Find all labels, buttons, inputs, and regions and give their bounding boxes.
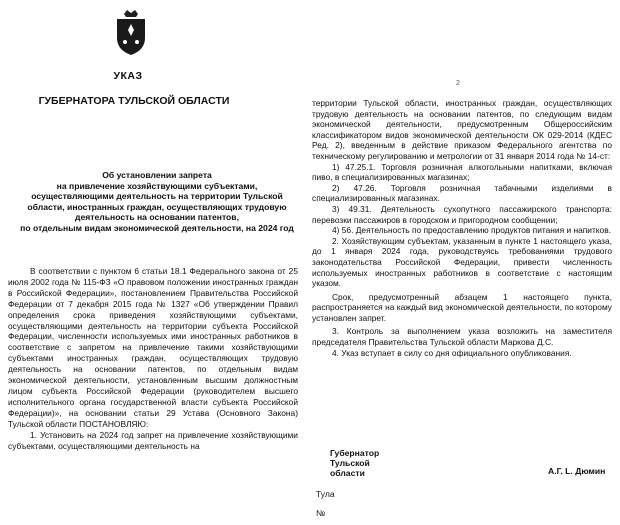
document-number: № [316, 508, 326, 518]
item-1-continuation: территории Тульской области, иностранных граждан, осуществляющих трудовую деятельность на основании патентов, по следующим видам экономической деятельности, предусмотренным Общероссийским классификатором видов экономической деятельности ОК 029-2014 (КДЕС Ред. 2), введенным в действие приказом Федерального агентства по техническому регулированию и метрологии от 31 января 2014 года № 14-ст: [312, 98, 612, 161]
page-number: 2 [456, 80, 460, 87]
subject-line: деятельность на основании патентов, [75, 212, 239, 223]
subject-line: области, иностранных граждан, осуществляющих трудовую [27, 201, 287, 212]
left-page-body [8, 266, 298, 451]
signatory-title-line: области [330, 468, 365, 479]
subject-line: на привлечение хозяйствующими субъектами, [56, 180, 258, 191]
subitem-4: 4) 56. Деятельность по предоставлению продуктов питания и напитков. [332, 225, 611, 236]
subject-line: осуществляющими деятельность на территории Тульской [31, 191, 283, 202]
signatory-title [330, 448, 379, 479]
item-2: 2. Хозяйствующим субъектам, указанным в пункте 1 настоящего указа, до 1 января 2024 года, руководствуясь требованиями трудового законодательства Российской Федерации, привести численность используемых иностранных работников в соответствие с настоящим указом. [312, 235, 612, 289]
item-1-start: 1. Установить на 2024 год запрет на привлечение хозяйствующими субъектами, осуществляющими деятельность на [8, 429, 298, 451]
document-subject [12, 170, 302, 234]
signatory-title-line: Тульской [330, 458, 370, 469]
page-left [0, 0, 304, 525]
signatory-name: А.Г. L. Дюмин [548, 466, 606, 476]
issuer-title: ГУБЕРНАТОРА ТУЛЬСКОЙ ОБЛАСТИ [38, 95, 230, 107]
item-3: 3. Контроль за выполнением указа возложить на заместителя председателя Правительства Тульской области Маркова Д.С. [312, 326, 612, 348]
issue-city: Тула [316, 489, 335, 499]
signatory-title-line: Губернатор [330, 448, 380, 458]
subject-line: по отдельным видам экономической деятельности, на 2024 год [20, 222, 294, 233]
subitem-1: 1) 47.25.1. Торговля розничная алкогольными напитками, включая пиво, в специализированных магазинах; [312, 161, 612, 183]
subject-line: Об установлении запрета [102, 170, 212, 180]
preamble-paragraph: В соответствии с пунктом 6 статьи 18.1 Федерального закона от 25 июля 2002 года № 115-ФЗ «О правовом положении иностранных граждан в Российской Федерации», постановлением Правительства Российской Федерации от 7 декабря 2015 года № 1327 «Об утверждении Правил определения срока приведения хозяйствующими субъектами, осуществляющими деятельность на территории субъекта Российской Федерации, численности используемых ими иностранных работников в соответствие с запретом на привлечение такими хозяйствующими субъектами иностранных граждан, осуществляющих трудовую деятельность на основании патентов, по отдельным видам экономической деятельности, установленным высшим должностным лицом субъекта Российской Федерации (руководителем высшего исполнительного органа государственной власти субъекта Российской Федерации)», на основании статьи 29 Устава (Основного Закона) Тульской области ПОСТАНОВЛЯЮ: [8, 266, 298, 429]
coat-of-arms-icon [114, 8, 148, 56]
right-page-body [312, 98, 612, 358]
subitem-2: 2) 47.26. Торговля розничная табачными изделиями в специализированных магазинах. [312, 182, 612, 204]
term-paragraph: Срок, предусмотренный абзацем 1 настоящего пункта, распространяется на каждый вид экономической деятельности, по которому установлен запрет. [312, 291, 612, 323]
subitem-3: 3) 49.31. Деятельность сухопутного пассажирского транспорта: перевозки пассажиров в городском и пригородном сообщении; [312, 203, 612, 225]
document-type: УКАЗ [113, 70, 143, 82]
page-right [306, 0, 620, 525]
item-4: 4. Указ вступает в силу со дня официального опубликования. [332, 347, 572, 358]
